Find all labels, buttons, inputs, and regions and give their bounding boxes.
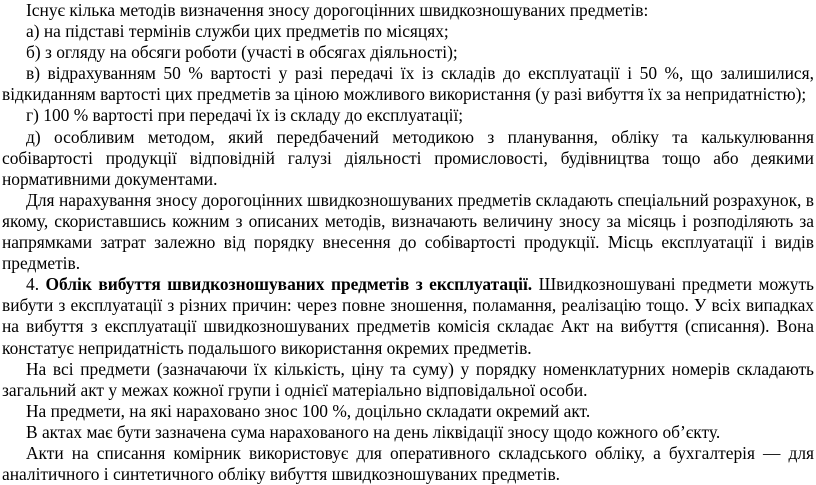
section-number: 4. (26, 274, 40, 295)
paragraph-depreciation-calculation: Для нарахування зносу дорогоцінних швидкозношуваних предметів складають спеціальний розрахунок, в якому, скориставшись кожним з описаних методів, визначають величину зносу за місяць і розподіляють за напрямками затрат залежно від порядку внесення до собівартості продукції. Місць експлуатації і видів предметів. (2, 189, 814, 274)
paragraph-method-b: б) з огляду на обсяги роботи (участі в обсягах діяльності); (26, 42, 458, 63)
paragraph-method-g: г) 100 % вартості при передачі їх із складу до експлуатації; (26, 105, 464, 126)
section-heading: Облік вибуття швидкозношуваних предметів з експлуатації. (45, 274, 533, 295)
paragraph-method-d: д) особливим методом, який передбачений методикою з планування, обліку та калькулювання собівартості продукції відповідній галузі діяльності промисловості, будівництва тощо або деякими нормативними документами. (2, 126, 814, 189)
section-body: Швидкозношувані предмети можуть вибути з експлуатації з різних причин: через повне зношення, поламання, реалізацію тощо. У всіх випадках на вибуття з експлуатації швидкозношуваних предметів комісія складає Акт на вибуття (списання). Вона констатує непридатність подальшого використання окремих предметів. (2, 274, 814, 358)
paragraph-section-4 (2, 274, 814, 358)
paragraph-act-usage: Акти на списання комірник використовує для оперативного складського обліку, а бухгалтерія — для аналітичного і синтетичного обліку вибуття швидкозношуваних предметів. (2, 442, 814, 485)
paragraph-general-act: На всі предмети (зазначаючи їх кількість, ціну та суму) у порядку номенклатурних номерів складають загальний акт у межах кожної групи і однієї матеріально відповідальної особи. (2, 358, 814, 400)
paragraph-method-v: в) відрахуванням 50 % вартості у разі передачі їх із складів до експлуатації і 50 %, що залишилися, відкиданням вартості цих предметів за ціною можливого використання (у разі вибуття їх за непридатністю); (2, 63, 814, 105)
paragraph-method-a: а) на підставі термінів служби цих предметів по місяцях; (26, 21, 449, 42)
paragraph-separate-act: На предмети, на які нараховано знос 100 %, доцільно складати окремий акт. (26, 400, 591, 421)
paragraph-act-amount: В актах має бути зазначена сума нарахованого на день ліквідації зносу щодо кожного об’єкту. (26, 421, 721, 442)
paragraph-methods-intro: Існує кілька методів визначення зносу дорогоцінних швидкозношуваних предметів: (26, 0, 649, 20)
